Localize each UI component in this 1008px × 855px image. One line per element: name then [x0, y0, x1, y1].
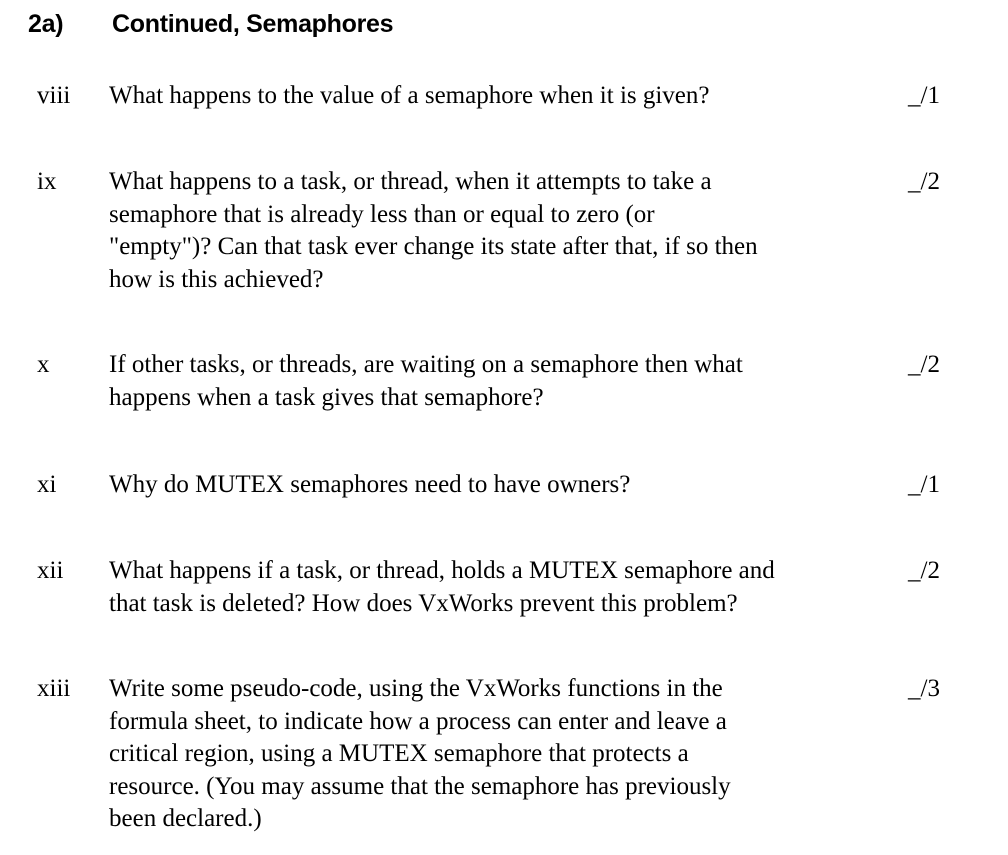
question-number: ix	[37, 168, 57, 195]
question-number: x	[37, 351, 50, 378]
question-text: If other tasks, or threads, are waiting on a semaphore then what happens when a task gives that semaphore?	[109, 351, 743, 411]
section-title: Continued, Semaphores	[112, 10, 394, 38]
question-text: What happens if a task, or thread, holds a MUTEX semaphore and that task is deleted? How does VxWorks prevent this problem?	[109, 557, 775, 617]
question-number: xiii	[37, 675, 71, 702]
question-marks: _/3	[908, 675, 940, 702]
question-marks: _/2	[908, 557, 940, 584]
question-number: viii	[37, 82, 71, 109]
question-number: xii	[37, 557, 64, 584]
question-marks: _/2	[908, 168, 940, 195]
question-text: Write some pseudo-code, using the VxWorks functions in the formula sheet, to indicate how a process can enter and leave a critical region, using a MUTEX semaphore that protects a resource. (You may assume that the semaphore has previously been declared.)	[109, 675, 731, 832]
question-marks: _/1	[908, 471, 940, 498]
question-number: xi	[37, 471, 57, 498]
question-marks: _/1	[908, 82, 940, 109]
section-header	[28, 6, 628, 42]
question-text: What happens to a task, or thread, when it attempts to take a semaphore that is already less than or equal to zero (or "empty")? Can that task ever change its state after that, if so then how is this achieved?	[109, 168, 758, 293]
question-text: What happens to the value of a semaphore when it is given?	[109, 82, 710, 109]
question-text: Why do MUTEX semaphores need to have owners?	[109, 471, 631, 498]
section-number: 2a)	[28, 10, 64, 38]
question-marks: _/2	[908, 351, 940, 378]
